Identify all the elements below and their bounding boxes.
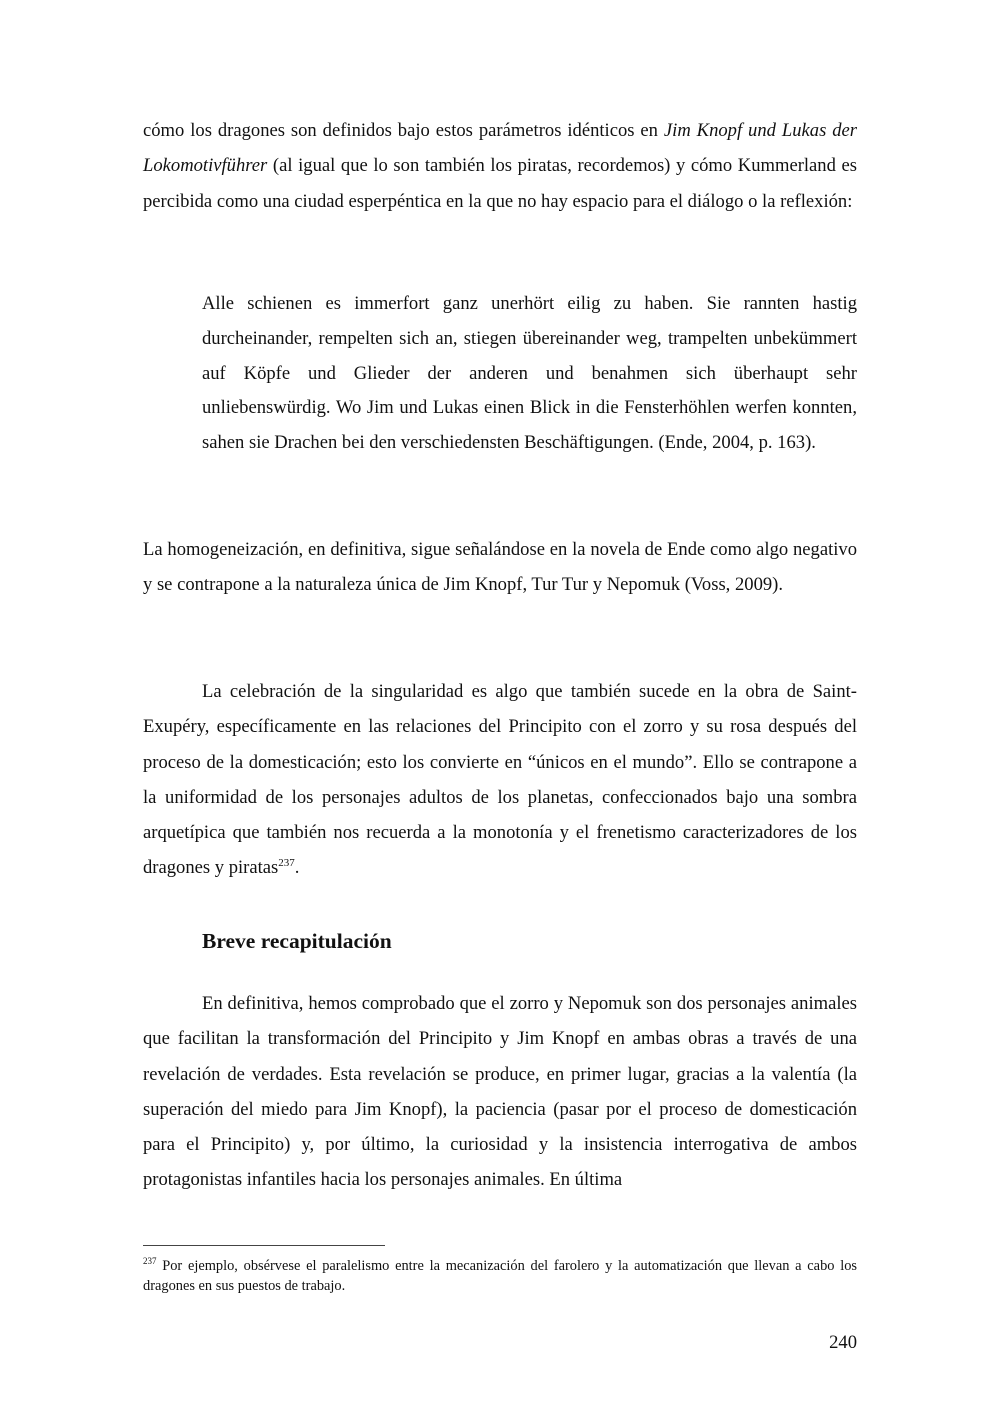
intro-text-end: (al igual que lo son también los piratas, recordemos) y cómo Kummerland es percibida como una ciudad esperpéntica en la que no hay espacio para el diálogo o la reflexión: — [143, 155, 857, 212]
footnote-reference[interactable]: 237 — [278, 857, 295, 870]
singularidad-end: . — [294, 857, 300, 879]
footnote-number: 237 — [143, 1256, 157, 1267]
book-title: Jim Knopf und Lukas der Lokomotivführer — [143, 120, 858, 177]
footnote-separator — [143, 1245, 385, 1246]
page-number: 240 — [829, 1332, 857, 1353]
paragraph-homogeneizacion: La homogeneización, en definitiva, sigue señalándose en la novela de Ende como algo negativo y se contrapone a la naturaleza única de Jim Knopf, Tur Tur y Nepomuk (Voss, 2009). — [143, 539, 857, 596]
footnote — [143, 1256, 857, 1296]
intro-text-start: cómo los dragones son definidos bajo estos parámetros idénticos en — [143, 120, 664, 141]
intro-paragraph — [143, 113, 857, 219]
block-quote: Alle schienen es immerfort ganz unerhört eilig zu haben. Sie rannten hastig durcheinander, rempelten sich an, stiegen übereinander weg, trampelten unbekümmert auf Köpfe und Glieder der anderen und benahmen sich überhaupt sehr unliebenswürdig. Wo Jim und Lukas einen Blick in die Fensterhöhlen werfen konnten, sahen sie Drachen bei den verschiedensten Beschäftigungen. (Ende, 2004, p. 163). — [202, 293, 857, 454]
singularidad-text: La celebración de la singularidad es algo que también sucede en la obra de Saint-Exupéry, específicamente en las relaciones del Principito con el zorro y su rosa después del proceso de la domesticación; esto los convierte en “únicos en el mundo”. Ello se contrapone a la uniformidad de los personajes adultos de los planetas, confeccionados bajo una sombra arquetípica que también nos recuerda a la monotonía y el frenetismo caracterizadores de los dragones y piratas — [143, 681, 857, 879]
footnote-text: Por ejemplo, obsérvese el paralelismo entre la mecanización del farolero y la automatización que llevan a cabo los dragones en sus puestos de trabajo. — [143, 1258, 857, 1294]
section-paragraph: En definitiva, hemos comprobado que el zorro y Nepomuk son dos personajes animales que facilitan la transformación del Principito y Jim Knopf en ambas obras a través de una revelación de verdades. Esta revelación se produce, en primer lugar, gracias a la valentía (la superación del miedo para Jim Knopf), la paciencia (pasar por el proceso de domesticación para el Principito) y, por último, la curiosidad y la insistencia interrogativa de ambos protagonistas infantiles hacia los personajes animales. En última — [143, 993, 857, 1191]
section-heading: Breve recapitulación — [202, 929, 392, 953]
paragraph-singularidad — [143, 674, 857, 886]
